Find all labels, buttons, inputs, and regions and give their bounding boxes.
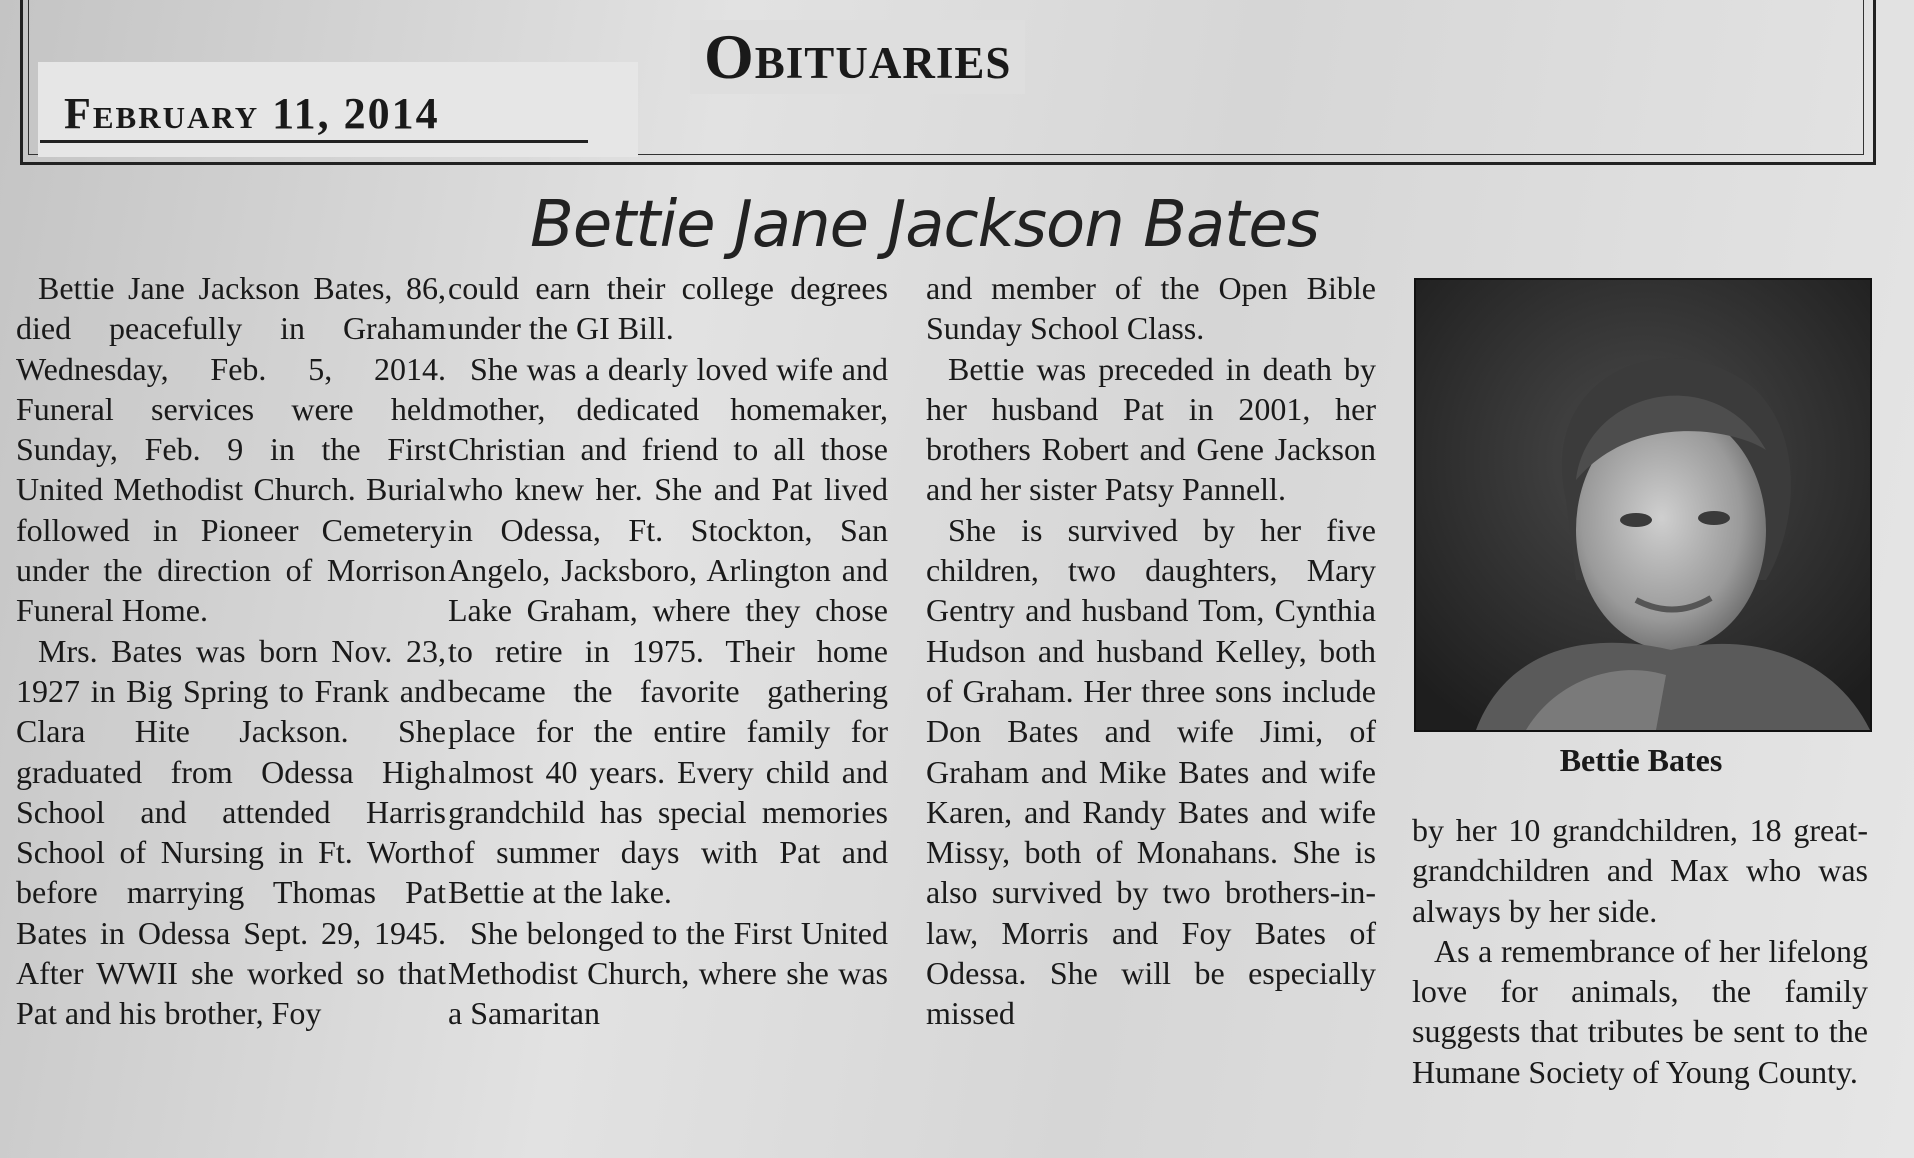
paragraph: Bettie was preceded in death by her husband Pat in 2001, her brothers Robert and Gene Jackson and her sister Patsy Pannell.	[926, 350, 1376, 508]
paragraph: She was a dearly loved wife and mother, dedicated homemaker, Christian and friend to all those who knew her. She and Pat lived in Odessa, Ft. Stockton, San Angelo, Jacksboro, Arlington and Lake Graham, where they chose to retire in 1975. Their home became the favorite gathering place for the entire family for almost 40 years. Every child and grandchild has special memories of summer days with Pat and Bettie at the lake.	[448, 350, 888, 911]
article-column-3	[926, 268, 1376, 1034]
paragraph: As a remembrance of her lifelong love for animals, the family suggests that tributes be sent to the Humane Society of Young County.	[1412, 932, 1868, 1090]
date-underline	[40, 140, 588, 143]
issue-date: February 11, 2014	[64, 89, 440, 138]
portrait-image	[1416, 280, 1870, 730]
obituary-headline: Bettie Jane Jackson Bates	[530, 188, 1320, 262]
portrait-photo	[1414, 278, 1872, 732]
paragraph: and member of the Open Bible Sunday School Class.	[926, 270, 1376, 347]
paragraph: Mrs. Bates was born Nov. 23, 1927 in Big Spring to Frank and Clara Hite Jackson. She graduated from Odessa High School and attended Harris School of Nursing in Ft. Worth before marrying Thomas Pat Bates in Odessa Sept. 29, 1945. After WWII she worked so that Pat and his brother, Foy	[16, 632, 446, 1032]
paragraph: She is survived by her five children, two daughters, Mary Gentry and husband Tom, Cynthia Hudson and husband Kelley, both of Graham. Her three sons include Don Bates and wife Jimi, of Graham and Mike Bates and wife Karen, and Randy Bates and wife Missy, both of Monahans. She is also survived by two brothers-in-law, Morris and Foy Bates of Odessa. She will be especially missed	[926, 511, 1376, 1032]
paragraph: could earn their college degrees under the GI Bill.	[448, 270, 888, 347]
paragraph: by her 10 grandchildren, 18 great-grandchildren and Max who was always by her side.	[1412, 812, 1868, 929]
article-column-1	[16, 268, 446, 1034]
paragraph: Bettie Jane Jackson Bates, 86, died peacefully in Graham Wednesday, Feb. 5, 2014. Funeral services were held Sunday, Feb. 9 in the First United Methodist Church. Burial followed in Pioneer Cemetery under the direction of Morrison Funeral Home.	[16, 270, 446, 629]
article-column-4	[1412, 810, 1868, 1092]
paragraph: She belonged to the First United Methodist Church, where she was a Samaritan	[448, 914, 888, 1032]
article-column-2	[448, 268, 888, 1034]
section-title: Obituaries	[690, 20, 1025, 94]
photo-caption: Bettie Bates	[1559, 742, 1723, 778]
